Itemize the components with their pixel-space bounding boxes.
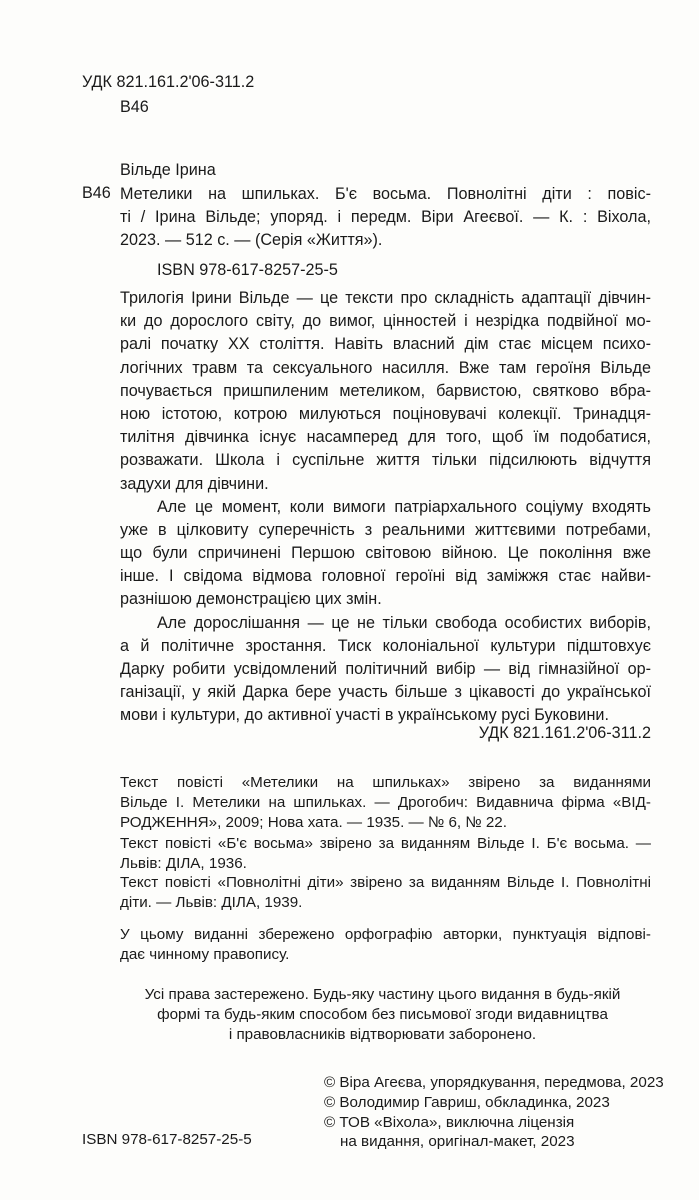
annotation-line: разнішою демонстрацією цих змін. [120,590,382,609]
annotation-line: ралі початку XX століття. Навіть власний дім стає місцем психо- [120,335,651,354]
rights-line: Усі права застережено. Будь-яку частину цього видання в будь-якій [144,986,621,1003]
orthography-line: дає чинному правопису. [120,945,290,963]
annotation-line: Але це момент, коли вимоги патріархального соціуму входять [157,497,651,516]
source-line: Львів: ДІЛА, 1936. [120,854,247,872]
orthography-line: У цьому виданні збережено орфографію авторки, пунктуація відпові- [120,926,651,943]
copyright-line: © ТОВ «Віхола», виключна ліцензія [324,1113,575,1131]
udk-right: УДК 821.161.2'06-311.2 [478,724,651,742]
source-line: РОДЖЕННЯ», 2009; Нова хата. — 1935. — № 6, № 22. [120,813,507,831]
source-line: Вільде І. Метелики на шпильках. — Дрогобич: Видавнича фірма «ВІД- [120,793,651,811]
annotation-line: а й політичне зростання. Тиск колоніальної культури підштовхує [120,636,651,655]
source-line: діти. — Львів: ДІЛА, 1939. [120,893,303,911]
annotation-line: почувається пришпиленим метеликом, барвистою, святково вбра- [120,381,651,400]
source-line: Текст повісті «Повнолітні діти» звірено за виданням Вільде І. Повнолітні [120,874,651,891]
annotation-line: логічних травм та сексуального насилля. Вже там героїня Вільде [120,358,651,377]
catalog-isbn: ISBN 978-617-8257-25-5 [157,261,338,279]
annotation-line: ки до дорослого світу, до вимог, цінностей і незрідка подвійної мо- [120,312,651,331]
annotation-line: інше. І свідома відмова головної героїні від заміжжя стає найви- [120,567,651,586]
catalog-description [120,183,651,253]
udk-header: УДК 821.161.2'06-311.2 [82,73,255,91]
source-povnolitni [120,873,651,913]
copyright-line: © Володимир Гавриш, обкладинка, 2023 [324,1093,610,1111]
catalog-line: Метелики на шпильках. Б'є восьма. Повнолітні діти : повіс- [120,185,651,203]
copyright-block [324,1073,664,1152]
annotation-line: ганізації, у якій Дарка бере участь більше з цікавості до української [120,683,651,702]
annotation-line: ною істотою, котрою милуються поціновувачі колекції. Тринадця- [120,404,651,423]
annotation-line: Дарку робити усвідомлений політичний вибір — від гімназійної ор- [120,660,651,678]
source-metelyky [120,773,651,832]
annotation-line: розважати. Школа і суспільне життя тільки підсилюють відчуття [120,451,651,470]
annotation-line: Але дорослішання — це не тільки свобода особистих виборів, [157,613,651,632]
orthography-note [120,925,651,965]
catalog-code: В46 [82,184,111,202]
rights-line: і правовласників відтворювати заборонено. [228,1025,537,1043]
annotation-line: що були спричинені Першою світовою війною. Це покоління вже [120,544,651,563]
bottom-isbn: ISBN 978-617-8257-25-5 [82,1131,252,1148]
copyright-line: © Віра Агеєва, упорядкування, передмова, 2023 [324,1074,664,1091]
rights-notice [100,985,665,1044]
annotation-line: тилітня дівчинка існує насамперед для того, щоб їм подобатися, [120,428,651,447]
catalog-author: Вільде Ірина [120,161,216,179]
annotation-line: мови і культури, до активної участі в українському русі Буковини. [120,706,609,725]
annotation-line: задухи для дівчини. [120,474,269,493]
annotation-line: Трилогія Ірини Вільде — це тексти про складність адаптації дівчин- [120,289,651,307]
annotation-line: уже в цілковиту суперечність з реальними життєвими потребами, [120,520,651,539]
source-line: Текст повісті «Б'є восьма» звірено за виданням Вільде І. Б'є восьма. — [120,835,651,852]
catalog-line: 2023. — 512 с. — (Серія «Життя»). [120,231,383,250]
annotation [120,287,651,728]
copyright-line: на видання, оригінал-макет, 2023 [340,1133,575,1151]
rights-line: формі та будь-яким способом без письмової згоди видавництва [157,1005,608,1023]
catalog-line: ті / Ірина Вільде; упоряд. і передм. Віри Агеєвої. — К. : Віхола, [120,208,651,227]
source-line: Текст повісті «Метелики на шпильках» звірено за виданнями [120,774,651,791]
source-bie-vosma [120,834,651,874]
bbk-header: В46 [120,98,149,116]
